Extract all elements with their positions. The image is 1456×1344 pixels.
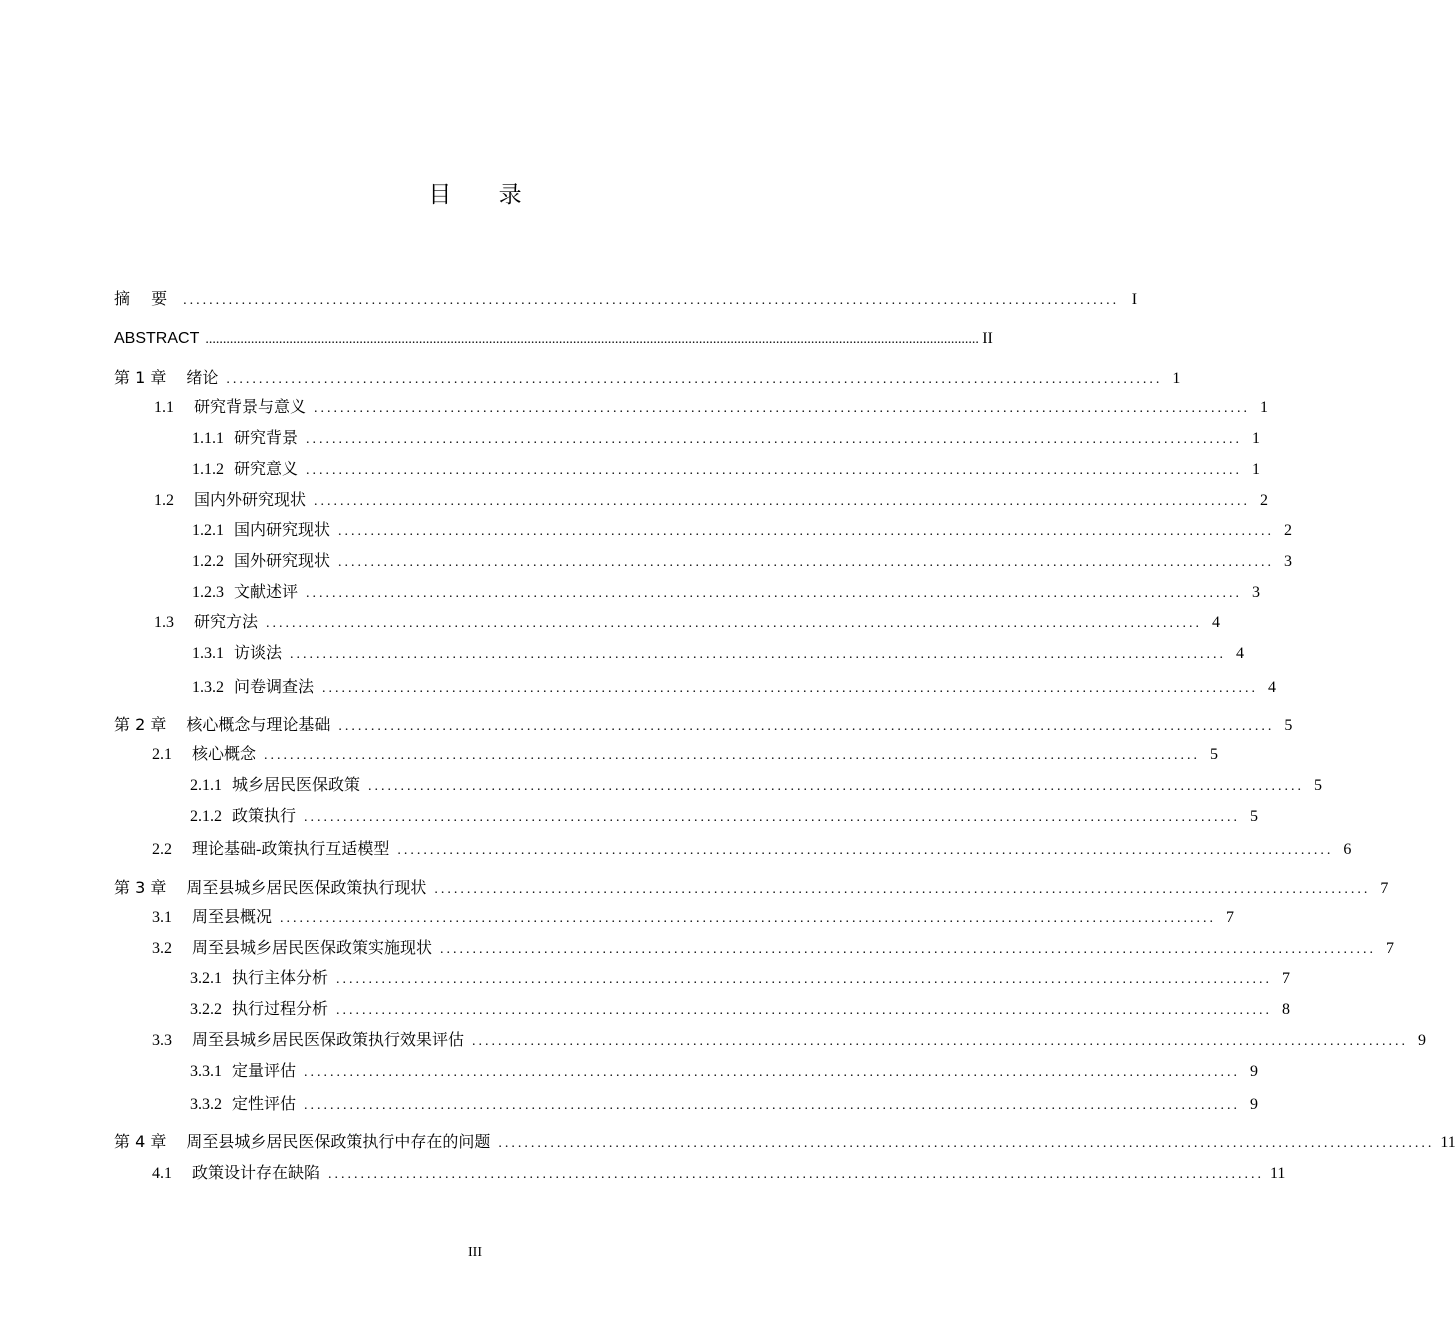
- toc-entry-page: 4: [1268, 679, 1277, 696]
- toc-entry-page: 1: [1252, 430, 1261, 447]
- toc-entry-number: 1.3.1: [192, 645, 224, 662]
- toc-entry-label: 摘 要: [114, 289, 176, 308]
- toc-leader-dots: ................................................................................................................................................: [368, 779, 1305, 794]
- toc-leader-dots: ................................................................................................................................................: [314, 494, 1251, 509]
- toc-leader-dots: ................................................................................................................................................: [472, 1034, 1409, 1049]
- toc-leader-dots: ................................................................................................................................................: [336, 972, 1273, 987]
- toc-entry-page: 3: [1284, 553, 1293, 570]
- toc-entry-label: 定性评估: [232, 1096, 297, 1113]
- toc-entry-page: 5: [1284, 717, 1293, 734]
- toc-entry-number: 1.2.1: [192, 522, 224, 539]
- toc-entry-page: 9: [1250, 1096, 1259, 1113]
- toc-entry-page: 7: [1386, 940, 1395, 957]
- page-title: 目 录: [428, 182, 542, 208]
- toc-entry-page: 9: [1418, 1032, 1427, 1049]
- toc-entry-number: 2.1: [152, 746, 172, 763]
- toc-entry-number: 1.2: [154, 492, 174, 509]
- toc-row-chapter-3[interactable]: [0, 876, 1389, 900]
- toc-entry-label: 理论基础-政策执行互适模型: [192, 841, 390, 858]
- toc-entry-number: 第 4 章: [114, 1132, 167, 1151]
- toc-entry-label: 研究背景与意义: [194, 399, 307, 416]
- toc-leader-dots: .............................................................................................................................................................................................................................: [205, 332, 979, 347]
- toc-row-section[interactable]: [0, 396, 1269, 420]
- toc-entry-label: 研究方法: [194, 614, 259, 631]
- toc-entry-label: 周至县城乡居民医保政策实施现状: [192, 940, 433, 957]
- toc-entry-label: 国外研究现状: [234, 553, 331, 570]
- toc-entry-page: 8: [1282, 1001, 1291, 1018]
- toc-row-chapter-2[interactable]: [0, 713, 1293, 737]
- toc-row-section[interactable]: [0, 1162, 1286, 1186]
- toc-leader-dots: ................................................................................................................................................: [280, 911, 1217, 926]
- toc-entry-page: 11: [1440, 1134, 1456, 1151]
- toc-entry-page: 11: [1270, 1165, 1286, 1182]
- toc-row-section[interactable]: [0, 937, 1395, 961]
- toc-entry-label: 周至县城乡居民医保政策执行现状: [186, 878, 427, 897]
- toc-entry-number: 1.3.2: [192, 679, 224, 696]
- toc-entry-page: 7: [1226, 909, 1235, 926]
- toc-entry-number: 第 2 章: [114, 715, 167, 734]
- toc-entry-number: 第 3 章: [114, 878, 167, 897]
- toc-entry-page: 5: [1314, 777, 1323, 794]
- toc-entry-label: 城乡居民医保政策: [232, 777, 361, 794]
- toc-entry-label: 周至县概况: [192, 909, 273, 926]
- toc-entry-number: 4.1: [152, 1165, 172, 1182]
- toc-row-subsection[interactable]: [0, 998, 1291, 1022]
- toc-row-section[interactable]: [0, 906, 1235, 930]
- toc-entry-label: 执行过程分析: [232, 1001, 329, 1018]
- toc-row-subsection[interactable]: [0, 805, 1259, 829]
- toc-entry-label: 政策设计存在缺陷: [192, 1165, 321, 1182]
- toc-entry-label: 文献述评: [234, 584, 299, 601]
- toc-entry-page: 2: [1260, 492, 1269, 509]
- toc-entry-page: 4: [1212, 614, 1221, 631]
- toc-leader-dots: ................................................................................................................................................: [306, 432, 1243, 447]
- toc-entry-label: 研究背景: [234, 430, 299, 447]
- toc-entry-page: 7: [1380, 880, 1389, 897]
- toc-leader-dots: ................................................................................................................................................: [183, 293, 1120, 308]
- toc-entry-page: 5: [1250, 808, 1259, 825]
- toc-entry-label: ABSTRACT: [114, 330, 200, 347]
- toc-entry-number: 1.3: [154, 614, 174, 631]
- toc-entry-page: 9: [1250, 1063, 1259, 1080]
- toc-leader-dots: ................................................................................................................................................: [290, 647, 1227, 662]
- toc-row-subsection[interactable]: [0, 458, 1261, 482]
- toc-entry-label: 周至县城乡居民医保政策执行效果评估: [192, 1032, 465, 1049]
- toc-entry-number: 3.3.2: [190, 1096, 222, 1113]
- toc-entry-label: 访谈法: [234, 645, 283, 662]
- toc-entry-page: 1: [1252, 461, 1261, 478]
- toc-row-abstract-cn[interactable]: [0, 287, 1138, 311]
- toc-leader-dots: ................................................................................................................................................: [322, 681, 1259, 696]
- toc-row-section[interactable]: [0, 743, 1219, 767]
- toc-leader-dots: ................................................................................................................................................: [336, 1003, 1273, 1018]
- toc-leader-dots: ................................................................................................................................................: [338, 524, 1275, 539]
- toc-entry-label: 核心概念与理论基础: [186, 715, 331, 734]
- toc-entry-label: 国内外研究现状: [194, 492, 307, 509]
- toc-row-subsection[interactable]: [0, 427, 1261, 451]
- toc-entry-number: 1.2.2: [192, 553, 224, 570]
- toc-leader-dots: ................................................................................................................................................: [338, 555, 1275, 570]
- toc-leader-dots: ................................................................................................................................................: [306, 586, 1243, 601]
- toc-row-section[interactable]: [0, 489, 1269, 513]
- toc-row-section[interactable]: [0, 611, 1221, 635]
- toc-entry-number: 2.2: [152, 841, 172, 858]
- toc-entry-page: 1: [1172, 370, 1181, 387]
- toc-entry-number: 3.2.2: [190, 1001, 222, 1018]
- toc-entry-label: 核心概念: [192, 746, 257, 763]
- toc-row-section[interactable]: [0, 1029, 1427, 1053]
- toc-entry-page: 7: [1282, 970, 1291, 987]
- toc-row-subsection[interactable]: [0, 581, 1261, 605]
- toc-entry-number: 1.1.2: [192, 461, 224, 478]
- toc-row-subsection[interactable]: [0, 774, 1323, 798]
- toc-row-subsection[interactable]: [0, 967, 1291, 991]
- toc-row-subsection[interactable]: [0, 676, 1277, 700]
- toc-row-subsection[interactable]: [0, 1093, 1259, 1117]
- toc-leader-dots: ................................................................................................................................................: [306, 463, 1243, 478]
- toc-leader-dots: ................................................................................................................................................: [304, 1098, 1241, 1113]
- toc-leader-dots: ................................................................................................................................................: [264, 748, 1201, 763]
- toc-entry-label: 国内研究现状: [234, 522, 331, 539]
- toc-row-section[interactable]: [0, 838, 1352, 862]
- toc-leader-dots: ................................................................................................................................................: [338, 719, 1275, 734]
- toc-leader-dots: ................................................................................................................................................: [266, 616, 1203, 631]
- toc-entry-number: 第 1 章: [114, 368, 167, 387]
- toc-row-chapter-4[interactable]: [0, 1130, 1456, 1154]
- toc-entry-page: 6: [1343, 841, 1352, 858]
- toc-entry-page: I: [1131, 291, 1138, 308]
- toc-row-subsection[interactable]: [0, 519, 1293, 543]
- toc-leader-dots: ................................................................................................................................................: [314, 401, 1251, 416]
- toc-entry-number: 3.3: [152, 1032, 172, 1049]
- toc-entry-label: 定量评估: [232, 1063, 297, 1080]
- toc-leader-dots: ................................................................................................................................................: [498, 1136, 1435, 1151]
- toc-entry-page: 5: [1210, 746, 1219, 763]
- toc-leader-dots: ................................................................................................................................................: [304, 810, 1241, 825]
- toc-leader-dots: ................................................................................................................................................: [304, 1065, 1241, 1080]
- toc-entry-number: 3.3.1: [190, 1063, 222, 1080]
- toc-entry-number: 2.1.1: [190, 777, 222, 794]
- toc-row-chapter-1[interactable]: [0, 366, 1181, 390]
- toc-row-subsection[interactable]: [0, 550, 1293, 574]
- toc-entry-number: 1.1.1: [192, 430, 224, 447]
- toc-entry-number: 1.1: [154, 399, 174, 416]
- toc-row-abstract-en[interactable]: [0, 327, 993, 351]
- toc-entry-label: 政策执行: [232, 808, 297, 825]
- toc-entry-page: II: [982, 330, 993, 347]
- toc-entry-label: 绪论: [186, 368, 219, 387]
- toc-leader-dots: ................................................................................................................................................: [434, 882, 1371, 897]
- toc-entry-page: 1: [1260, 399, 1269, 416]
- toc-entry-label: 研究意义: [234, 461, 299, 478]
- page-number-footer: III: [468, 1245, 482, 1260]
- toc-leader-dots: ................................................................................................................................................: [397, 843, 1334, 858]
- toc-leader-dots: ................................................................................................................................................: [328, 1167, 1265, 1182]
- toc-entry-number: 3.2.1: [190, 970, 222, 987]
- toc-leader-dots: ................................................................................................................................................: [226, 372, 1163, 387]
- toc-entry-label: 执行主体分析: [232, 970, 329, 987]
- toc-entry-number: 3.1: [152, 909, 172, 926]
- toc-entry-page: 2: [1284, 522, 1293, 539]
- toc-leader-dots: ................................................................................................................................................: [440, 942, 1377, 957]
- toc-entry-page: 4: [1236, 645, 1245, 662]
- toc-entry-page: 3: [1252, 584, 1261, 601]
- toc-entry-number: 1.2.3: [192, 584, 224, 601]
- toc-entry-number: 2.1.2: [190, 808, 222, 825]
- toc-entry-label: 问卷调查法: [234, 679, 315, 696]
- toc-row-subsection[interactable]: [0, 1060, 1259, 1084]
- toc-entry-number: 3.2: [152, 940, 172, 957]
- toc-row-subsection[interactable]: [0, 642, 1245, 666]
- toc-entry-label: 周至县城乡居民医保政策执行中存在的问题: [186, 1132, 491, 1151]
